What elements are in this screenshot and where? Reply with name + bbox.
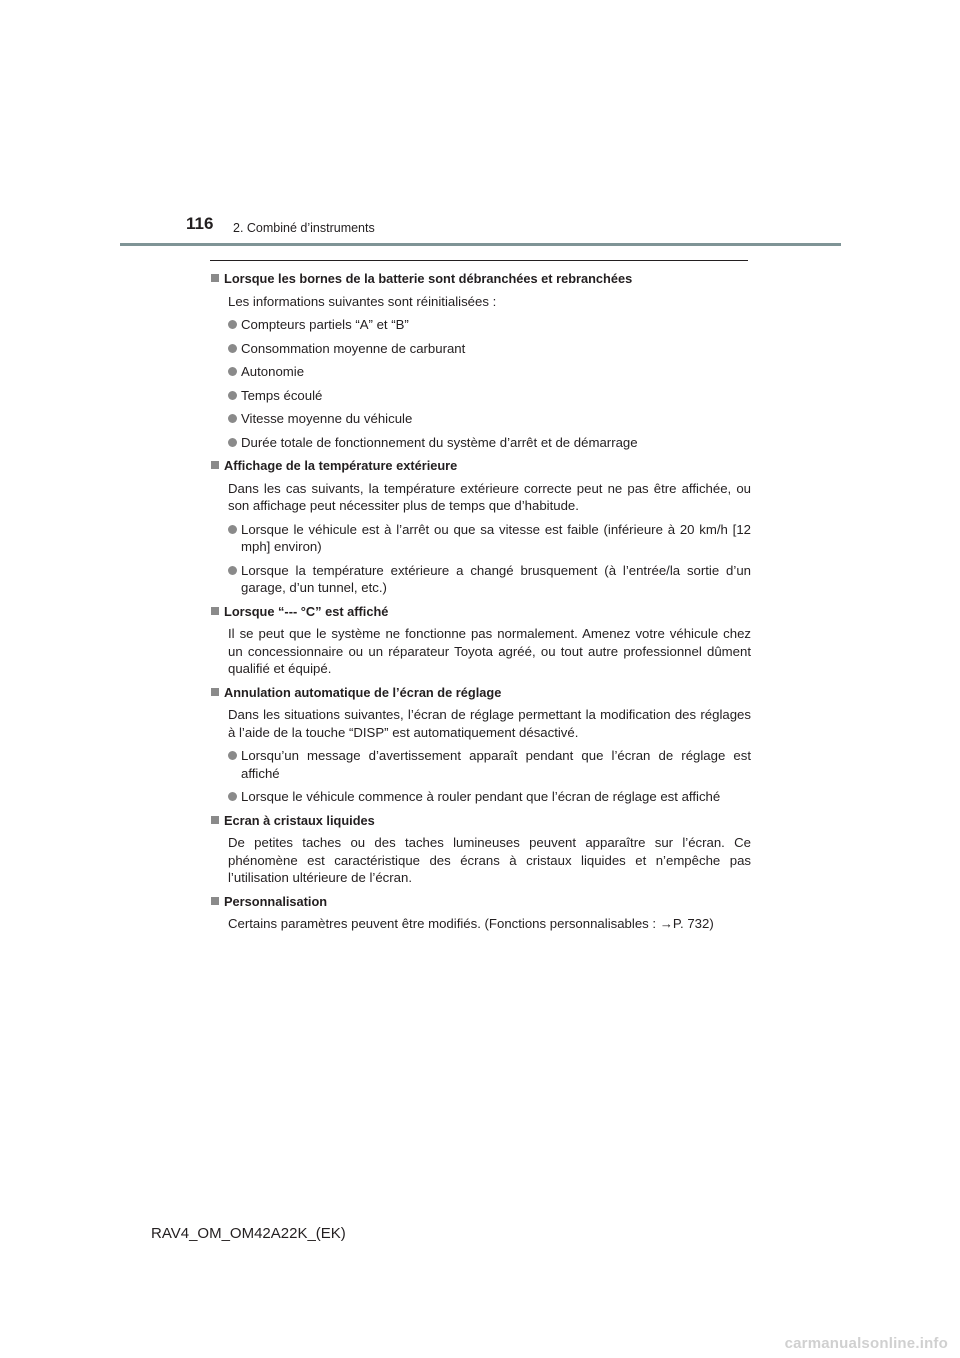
list-item: Lorsque la température extérieure a changé brusquement (à l’entrée/la sortie d’un garage, d’un tunnel, etc.) — [228, 562, 751, 597]
circle-bullet-icon — [228, 525, 237, 534]
circle-bullet-icon — [228, 438, 237, 447]
list-item: Lorsque le véhicule commence à rouler pendant que l’écran de réglage est affiché — [228, 788, 751, 806]
section-heading: Affichage de la température extérieure — [211, 457, 751, 475]
section-text: Certains paramètres peuvent être modifiés. (Fonctions personnalisables : →P. 732) — [228, 916, 714, 931]
section-battery-reset — [211, 270, 751, 451]
list-item: Vitesse moyenne du véhicule — [228, 410, 751, 428]
square-bullet-icon — [211, 816, 219, 824]
page-content — [211, 270, 751, 939]
section-settings-screen-cancel — [211, 684, 751, 806]
watermark: carmanualsonline.info — [784, 1335, 948, 1352]
list-item: Consommation moyenne de carburant — [228, 340, 751, 358]
list-item: Lorsque le véhicule est à l’arrêt ou que sa vitesse est faible (inférieure à 20 km/h [12 mph] environ) — [228, 521, 751, 556]
section-lcd-screen — [211, 812, 751, 887]
section-text: De petites taches ou des taches lumineuses peuvent apparaître sur l’écran. Ce phénomène est caractéristique des écrans à cristaux liquides et n’empêche pas l’utilisation ultérieure de l’écran. — [228, 835, 751, 885]
circle-bullet-icon — [228, 566, 237, 575]
section-heading: Personnalisation — [211, 893, 751, 911]
section-heading: Ecran à cristaux liquides — [211, 812, 751, 830]
list-item: Durée totale de fonctionnement du système d’arrêt et de démarrage — [228, 434, 751, 452]
circle-bullet-icon — [228, 414, 237, 423]
list-item: Compteurs partiels “A” et “B” — [228, 316, 751, 334]
section-text: Dans les situations suivantes, l’écran de réglage permettant la modification des réglages à l’aide de la touche “DISP” est automatiquement désactivé. — [228, 707, 751, 740]
square-bullet-icon — [211, 897, 219, 905]
square-bullet-icon — [211, 688, 219, 696]
square-bullet-icon — [211, 274, 219, 282]
section-text: Dans les cas suivants, la température extérieure correcte peut ne pas être affichée, ou son affichage peut nécessiter plus de temps que d’habitude. — [228, 480, 751, 513]
list-item: Lorsqu’un message d’avertissement apparaît pendant que l’écran de réglage est affiché — [228, 747, 751, 782]
list-item: Temps écoulé — [228, 387, 751, 405]
circle-bullet-icon — [228, 391, 237, 400]
chapter-title: 2. Combiné d’instruments — [233, 221, 375, 235]
page-number: 116 — [186, 214, 214, 233]
section-heading: Lorsque “--- °C” est affiché — [211, 603, 751, 621]
section-text: Il se peut que le système ne fonctionne pas normalement. Amenez votre véhicule chez un concessionnaire ou un réparateur Toyota agréé, ou tout autre professionnel dûment qualifié et équipé. — [228, 626, 751, 676]
model-code: RAV4_OM_OM42A22K_(EK) — [151, 1225, 346, 1242]
section-heading: Lorsque les bornes de la batterie sont débranchées et rebranchées — [211, 270, 751, 288]
section-heading: Annulation automatique de l’écran de réglage — [211, 684, 751, 702]
circle-bullet-icon — [228, 320, 237, 329]
circle-bullet-icon — [228, 344, 237, 353]
circle-bullet-icon — [228, 367, 237, 376]
section-customization — [211, 893, 751, 933]
section-text: Les informations suivantes sont réinitialisées : — [228, 293, 497, 309]
circle-bullet-icon — [228, 751, 237, 760]
section-divider — [210, 260, 748, 261]
square-bullet-icon — [211, 461, 219, 469]
circle-bullet-icon — [228, 792, 237, 801]
section-temperature-dashes — [211, 603, 751, 678]
list-item: Autonomie — [228, 363, 751, 381]
header-divider — [120, 243, 841, 246]
section-outside-temperature — [211, 457, 751, 597]
square-bullet-icon — [211, 607, 219, 615]
